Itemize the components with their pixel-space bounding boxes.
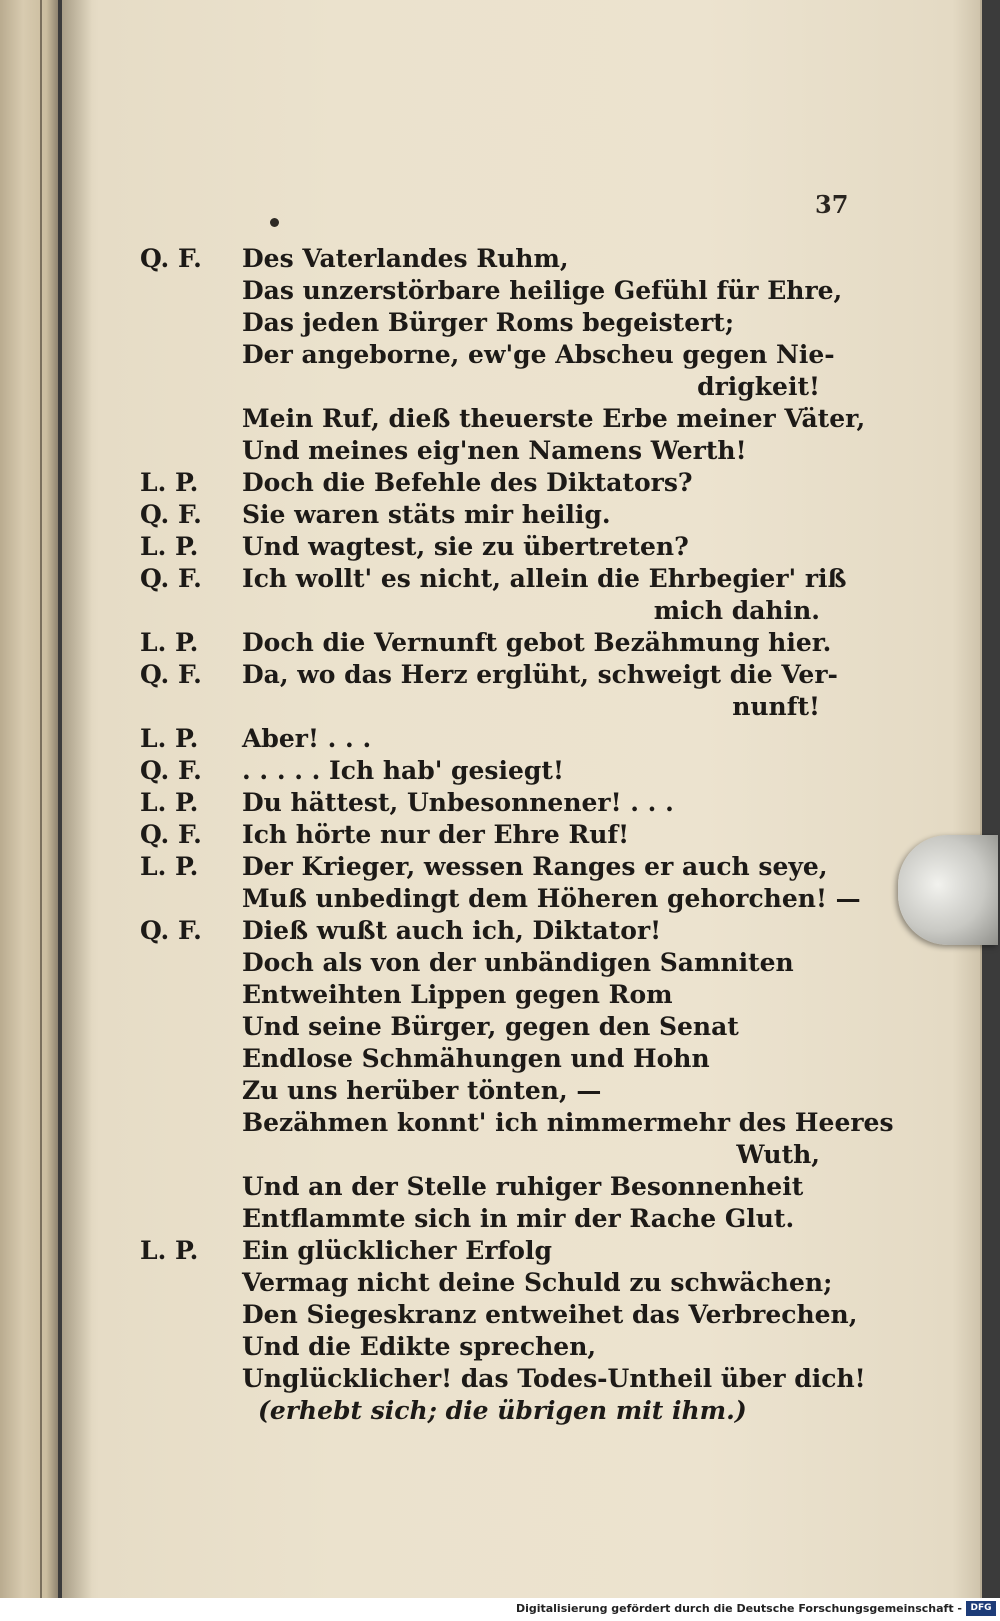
- dialogue-line: [140, 1203, 860, 1235]
- dialogue-line: [140, 531, 860, 563]
- verse-text: Und meines eig'nen Namens Werth!: [242, 436, 747, 465]
- speaker-label: L. P.: [140, 468, 199, 497]
- speaker-label: Q. F.: [140, 756, 202, 785]
- left-page-edge: [0, 0, 58, 1621]
- dialogue-line: [140, 627, 860, 659]
- dialogue-line: [140, 883, 860, 915]
- dialogue-line: [140, 1363, 866, 1395]
- dialogue-line: [140, 403, 866, 435]
- funding-note: Digitalisierung gefördert durch die Deutsche Forschungsgemeinschaft -: [515, 1602, 962, 1615]
- dialogue-line: [140, 1299, 860, 1331]
- dialogue-line: [140, 1011, 860, 1043]
- verse-text: Der angeborne, ew'ge Abscheu gegen Nie-: [242, 340, 835, 369]
- dialogue-line: [140, 243, 860, 275]
- hyphen-continuation: drigkeit!: [697, 372, 820, 401]
- gutter-line: [40, 0, 42, 1621]
- dialogue-text: [140, 243, 894, 1427]
- dialogue-line: [140, 595, 860, 627]
- verse-text: Das unzerstörbare heilige Gefühl für Ehre,: [242, 276, 843, 305]
- verse-text: Doch als von der unbändigen Samniten: [242, 948, 794, 977]
- verse-text: Vermag nicht deine Schuld zu schwächen;: [242, 1268, 833, 1297]
- dialogue-line: [140, 691, 860, 723]
- verse-text: Du hättest, Unbesonnener! . . .: [242, 788, 674, 817]
- page-clip: [898, 835, 998, 945]
- speaker-label: Q. F.: [140, 916, 202, 945]
- ink-spot: [270, 218, 279, 227]
- dialogue-line: [140, 659, 860, 691]
- verse-text: Muß unbedingt dem Höheren gehorchen! —: [242, 884, 861, 913]
- dialogue-line: [140, 275, 860, 307]
- dialogue-line: [140, 563, 860, 595]
- verse-text: Ich hörte nur der Ehre Ruf!: [242, 820, 630, 849]
- verse-text: Des Vaterlandes Ruhm,: [242, 244, 569, 273]
- dialogue-line: [140, 307, 860, 339]
- dialogue-line: [140, 1395, 860, 1427]
- dialogue-line: [140, 1075, 860, 1107]
- dialogue-line: [140, 979, 860, 1011]
- speaker-label: L. P.: [140, 628, 199, 657]
- dialogue-line: [140, 947, 860, 979]
- speaker-label: L. P.: [140, 532, 199, 561]
- verse-text: Den Siegeskranz entweihet das Verbrechen,: [242, 1300, 858, 1329]
- speaker-label: Q. F.: [140, 660, 202, 689]
- speaker-label: Q. F.: [140, 820, 202, 849]
- hyphen-continuation: mich dahin.: [653, 596, 820, 625]
- dialogue-line: [140, 339, 860, 371]
- verse-text: Aber! . . .: [242, 724, 372, 753]
- speaker-label: L. P.: [140, 788, 199, 817]
- verse-text: Mein Ruf, dieß theuerste Erbe meiner Väter,: [242, 404, 866, 433]
- verse-text: Dieß wußt auch ich, Diktator!: [242, 916, 662, 945]
- verse-text: Der Krieger, wessen Ranges er auch seye,: [242, 852, 828, 881]
- speaker-label: Q. F.: [140, 564, 202, 593]
- dialogue-line: [140, 1267, 860, 1299]
- dialogue-line: [140, 467, 860, 499]
- dialogue-line: [140, 499, 860, 531]
- dialogue-line: [140, 1331, 860, 1363]
- verse-text: Entweihten Lippen gegen Rom: [242, 980, 673, 1009]
- dialogue-line: [140, 851, 860, 883]
- page-gutter-shadow: [62, 0, 92, 1598]
- verse-text: Und die Edikte sprechen,: [242, 1332, 597, 1361]
- speaker-label: Q. F.: [140, 500, 202, 529]
- dialogue-line: [140, 435, 860, 467]
- dialogue-line: [140, 1235, 860, 1267]
- verse-text: Bezähmen konnt' ich nimmermehr des Heeres: [242, 1108, 894, 1137]
- dialogue-line: [140, 915, 860, 947]
- dialogue-line: [140, 819, 860, 851]
- dialogue-line: [140, 1107, 894, 1139]
- hyphen-continuation: nunft!: [732, 692, 820, 721]
- verse-text: Unglücklicher! das Todes-Untheil über dich!: [242, 1364, 866, 1393]
- dialogue-line: [140, 1139, 860, 1171]
- verse-text: . . . . . Ich hab' gesiegt!: [242, 756, 564, 785]
- footer-bar: [0, 1598, 1000, 1621]
- verse-text: Das jeden Bürger Roms begeistert;: [242, 308, 735, 337]
- verse-text: Entflammte sich in mir der Rache Glut.: [242, 1204, 795, 1233]
- verse-text: Ein glücklicher Erfolg: [242, 1236, 552, 1265]
- verse-text: Da, wo das Herz erglüht, schweigt die Ver-: [242, 660, 838, 689]
- dialogue-line: [140, 1171, 860, 1203]
- speaker-label: Q. F.: [140, 244, 202, 273]
- stage-direction: (erhebt sich; die übrigen mit ihm.): [258, 1396, 747, 1425]
- dialogue-line: [140, 371, 860, 403]
- verse-text: Ich wollt' es nicht, allein die Ehrbegier' riß: [242, 564, 847, 593]
- verse-text: Endlose Schmähungen und Hohn: [242, 1044, 710, 1073]
- dfg-logo-icon: DFG: [966, 1601, 996, 1616]
- speaker-label: L. P.: [140, 852, 199, 881]
- speaker-label: L. P.: [140, 724, 199, 753]
- hyphen-continuation: Wuth,: [736, 1140, 820, 1169]
- verse-text: Und an der Stelle ruhiger Besonnenheit: [242, 1172, 804, 1201]
- dialogue-line: [140, 723, 860, 755]
- verse-text: Und wagtest, sie zu übertreten?: [242, 532, 689, 561]
- verse-text: Zu uns herüber tönten, —: [242, 1076, 602, 1105]
- speaker-label: L. P.: [140, 1236, 199, 1265]
- verse-text: Doch die Vernunft gebot Bezähmung hier.: [242, 628, 832, 657]
- verse-text: Und seine Bürger, gegen den Senat: [242, 1012, 739, 1041]
- dialogue-line: [140, 1043, 860, 1075]
- dialogue-line: [140, 755, 860, 787]
- dialogue-line: [140, 787, 860, 819]
- verse-text: Sie waren stäts mir heilig.: [242, 500, 611, 529]
- page-number: 37: [815, 190, 849, 219]
- verse-text: Doch die Befehle des Diktators?: [242, 468, 693, 497]
